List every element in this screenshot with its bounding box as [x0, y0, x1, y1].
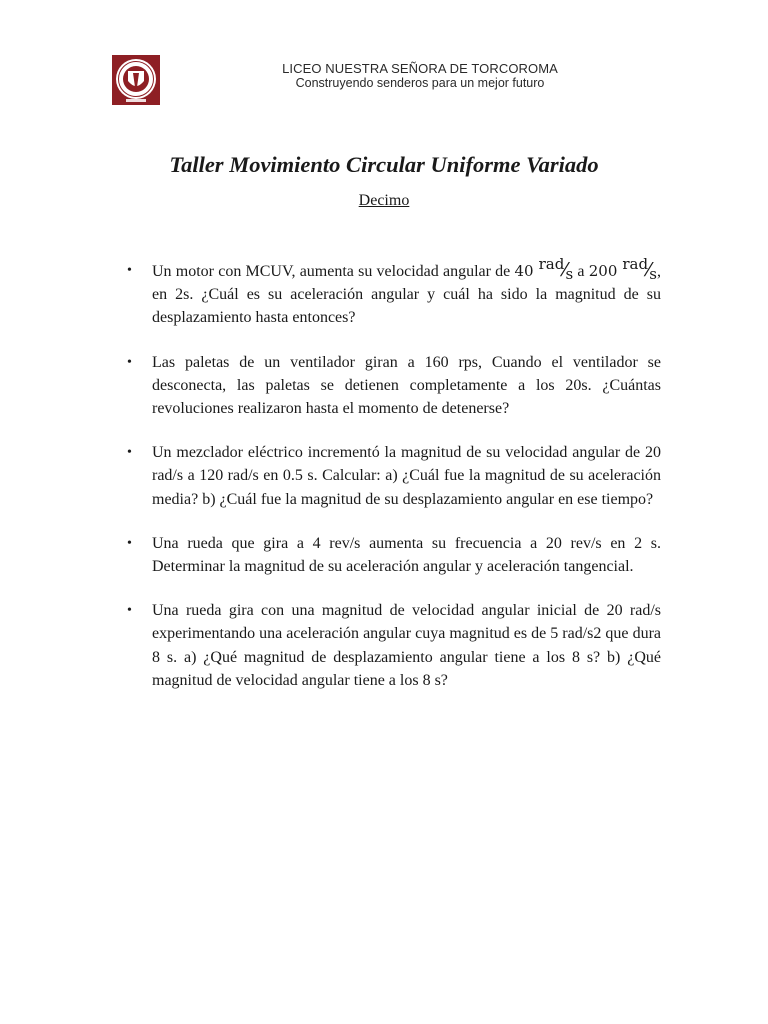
unit-numerator: rad — [622, 255, 649, 273]
question-item-3 — [127, 441, 661, 511]
unit-denominator: s — [565, 265, 574, 283]
formula-number: 200 — [588, 262, 618, 280]
document-subtitle: Decimo — [358, 192, 410, 209]
formula-value — [514, 255, 574, 283]
question-item-5 — [127, 599, 661, 692]
bullet-icon: • — [127, 535, 132, 551]
formula-number: 40 — [514, 262, 534, 280]
question-text: Una rueda gira con una magnitud de velocidad angular inicial de 20 rad/s experimentando una aceleración angular cuya magnitud es de 5 rad/s2 que dura 8 s. a) ¿Qué magnitud de desplazamiento angular tiene a los 8 s? b) ¿Qué magnitud de velocidad angular tiene a los 8 s? — [152, 602, 661, 689]
document-header — [230, 61, 610, 91]
bullet-icon: • — [127, 445, 132, 461]
school-name: LICEO NUESTRA SEÑORA DE TORCOROMA — [282, 61, 558, 76]
question-text: Un mezclador eléctrico incrementó la magnitud de su velocidad angular de 20 rad/s a 120 rad/s en 0.5 s. Calcular: a) ¿Cuál fue la magnitud de su aceleración media? b) ¿Cuál fue la magnitud de su desplazamiento angular en ese tiempo? — [152, 444, 661, 508]
question-text: Las paletas de un ventilador giran a 160 rps, Cuando el ventilador se desconecta, las paletas se detienen completamente a los 20s. ¿Cuántas revoluciones realizaron hasta el momento de detenerse? — [152, 353, 661, 418]
question-item-4 — [127, 532, 661, 578]
bullet-icon: • — [127, 354, 132, 370]
question-text-part: a — [573, 263, 589, 280]
fraction-slash: ⁄ — [563, 259, 567, 281]
school-motto: Construyendo senderos para un mejor futuro — [295, 76, 545, 90]
bullet-icon: • — [127, 603, 132, 619]
question-list — [127, 255, 661, 713]
school-logo — [112, 55, 160, 105]
formula-value — [588, 255, 657, 283]
unit-denominator: s — [649, 265, 657, 283]
question-item-1 — [127, 255, 661, 330]
school-crest-icon — [112, 55, 160, 105]
question-text-part: Un motor con MCUV, aumenta su velocidad angular de — [152, 263, 515, 280]
fraction-slash: ⁄ — [647, 259, 651, 281]
unit-numerator: rad — [538, 255, 565, 273]
question-item-2 — [127, 351, 661, 421]
question-text: Una rueda que gira a 4 rev/s aumenta su frecuencia a 20 rev/s en 2 s. Determinar la magnitud de su aceleración angular y aceleración tangencial. — [152, 534, 661, 576]
question-text-part: , en 2s. ¿Cuál es su aceleración angular y cuál ha sido la magnitud de su desplazamiento hasta entonces? — [152, 263, 661, 327]
bullet-icon: • — [127, 263, 132, 278]
document-title: Taller Movimiento Circular Uniforme Variado — [169, 152, 599, 177]
